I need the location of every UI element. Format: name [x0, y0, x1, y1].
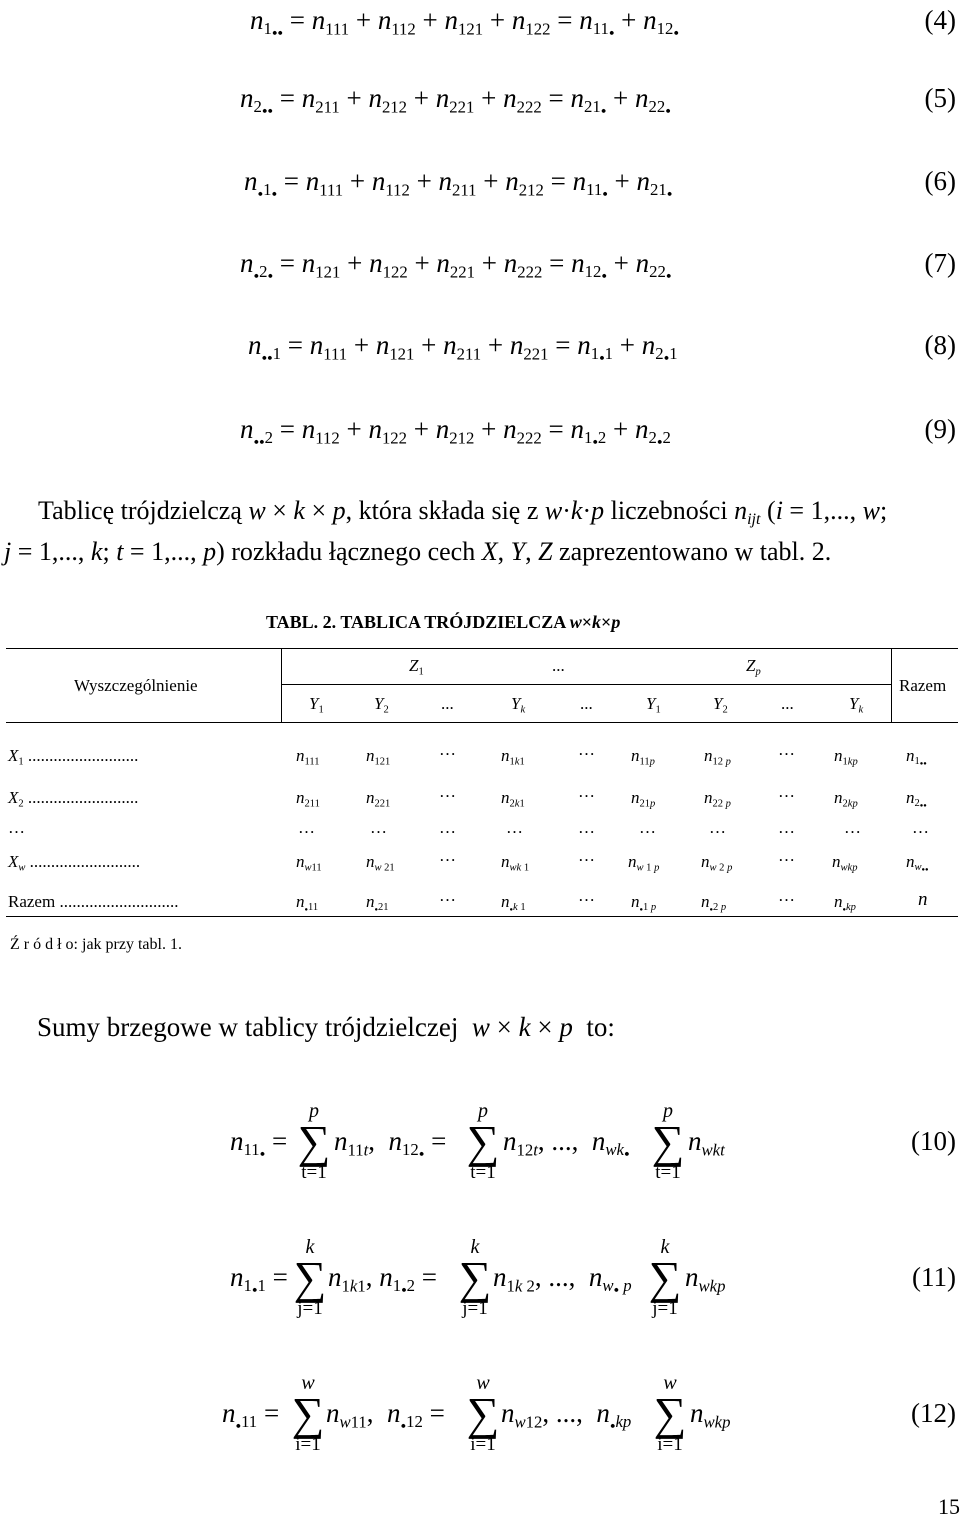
- cell-ellipsis: …: [578, 846, 595, 865]
- cell-ellipsis: …: [439, 846, 456, 865]
- header-y2: $Y_2$: [374, 694, 389, 716]
- cell-n1-total: $n_{1●●}$: [906, 746, 927, 768]
- razem-text: Razem: [8, 892, 56, 911]
- row-label-razem: Razem ............................: [8, 892, 179, 911]
- cell-n-dot-k1: $n_{●k 1}$: [501, 892, 526, 914]
- equation-9: [0, 411, 960, 451]
- header-y-ellipsis-2: ...: [580, 694, 593, 713]
- cell-ellipsis: …: [778, 886, 795, 905]
- equation-8-expression: $n_{●●1} = n_{111} + n_{121} + n_{211} + n_{221} = n_{1●1} + n_{2●1}$: [248, 330, 678, 364]
- table-group-rule: [281, 684, 891, 685]
- table-bottom-rule: [6, 916, 958, 917]
- cell-n221: $n_{221}$: [366, 788, 391, 810]
- cell-nw-total: $n_{w●●}$: [906, 852, 929, 874]
- header-yk: $Y_k$: [511, 694, 526, 716]
- cell-n-grand-total: n: [918, 889, 928, 910]
- header-zp: $Z_p$: [746, 656, 761, 678]
- cell-n12p: $n_{12 p}$: [704, 746, 731, 768]
- table-source: Ź r ó d ł o: jak przy tabl. 1.: [10, 936, 182, 953]
- cell-n-dot-1p: $n_{●1 p}$: [631, 892, 657, 914]
- cell-n1k1: $n_{1k1}$: [501, 746, 525, 768]
- equation-7-number: (7): [924, 248, 956, 278]
- cell-n1kp: $n_{1kp}$: [834, 746, 858, 768]
- header-yk-b: $Y_k$: [849, 694, 864, 716]
- equation-10: $n_{11●}$ = p ∑ t=1 $n_{11t}$, $n_{12●}$ = p ∑ t=1 $n_{12t}$, ..., $n_{wk●}$ p ∑ t=1 $n_{wkt}$ (10): [230, 1100, 956, 1183]
- header-razem: Razem: [899, 676, 947, 695]
- cell-ellipsis: …: [778, 818, 795, 837]
- equation-4: [0, 2, 960, 42]
- sum-sigma: k ∑ j=1: [648, 1236, 682, 1319]
- equation-9-expression: $n_{●●2} = n_{112} + n_{122} + n_{212} + n_{222} = n_{1●2} + n_{2●2}$: [240, 414, 671, 448]
- header-y2-b: $Y_2$: [713, 694, 728, 716]
- table-header-rule: [6, 722, 958, 723]
- sum-sigma: w ∑ i=1: [291, 1372, 325, 1455]
- cell-n21p: $n_{21p}$: [631, 788, 656, 810]
- cell-n-dot-11: $n_{●11}$: [296, 892, 319, 914]
- equation-6-expression: $n_{●1●} = n_{111} + n_{112} + n_{211} + n_{212} = n_{11●} + n_{21●}$: [244, 166, 673, 200]
- cell-nw2p: $n_{w 2 p}$: [701, 852, 733, 874]
- cell-nw21: $n_{w 21}$: [366, 852, 395, 874]
- sum-sigma: p ∑ t=1: [466, 1100, 500, 1183]
- cell-ellipsis: …: [778, 846, 795, 865]
- table-vline-left: [281, 648, 282, 722]
- row-label-xw: $X_w$ ..........................: [8, 852, 141, 874]
- cell-nw11: $n_{w11}$: [296, 852, 322, 874]
- equation-5-expression: $n_{2●●} = n_{211} + n_{212} + n_{221} + n_{222} = n_{21●} + n_{22●}$: [240, 83, 671, 117]
- cell-ellipsis: …: [578, 818, 595, 837]
- cell-ellipsis: …: [578, 782, 595, 801]
- cell-ellipsis: …: [370, 818, 387, 837]
- cell-nwk1: $n_{wk 1}$: [501, 852, 530, 874]
- equation-4-number: (4): [924, 5, 956, 35]
- row-label-x2: $X_2$ ..........................: [8, 788, 139, 810]
- cell-n-dot-2p: $n_{●2 p}$: [701, 892, 727, 914]
- cell-ellipsis: …: [298, 818, 315, 837]
- sum-sigma: p ∑ t=1: [297, 1100, 331, 1183]
- cell-n2-total: $n_{2●●}$: [906, 788, 927, 810]
- paragraph-line-1: Tablicę trójdzielczą w × k × p, która składa się z w·k·p liczebności $n_{ijt}$ (i = 1,..., w;: [38, 496, 888, 529]
- equation-9-number: (9): [924, 414, 956, 444]
- table-top-rule: [6, 648, 958, 649]
- cell-n111: $n_{111}$: [296, 746, 320, 768]
- equation-6: [0, 163, 960, 203]
- equation-6-number: (6): [924, 166, 956, 196]
- equation-5: [0, 80, 960, 120]
- header-wyszczegolnienie: Wyszczególnienie: [74, 676, 198, 695]
- row-label-ellipsis: …: [8, 818, 25, 837]
- cell-n121: $n_{121}$: [366, 746, 391, 768]
- equation-7: [0, 245, 960, 285]
- header-y1-b: $Y_1$: [646, 694, 661, 716]
- equation-8-number: (8): [924, 330, 956, 360]
- sum-sigma: w ∑ i=1: [466, 1372, 500, 1455]
- paragraph-line-2: j = 1,..., k; t = 1,..., p) rozkładu łącznego cech X, Y, Z zaprezentowano w tabl. 2.: [4, 537, 832, 566]
- equation-11-number: (11): [912, 1262, 956, 1292]
- cell-nw1p: $n_{w 1 p}$: [628, 852, 660, 874]
- cell-ellipsis: …: [439, 818, 456, 837]
- sum-sigma: p ∑ t=1: [651, 1100, 685, 1183]
- cell-ellipsis: …: [439, 740, 456, 759]
- cell-ellipsis: …: [439, 886, 456, 905]
- cell-ellipsis: …: [778, 782, 795, 801]
- header-z1: $Z_1$: [409, 656, 424, 678]
- row-label-x1: $X_1$ ..........................: [8, 746, 139, 768]
- equation-5-number: (5): [924, 83, 956, 113]
- table-caption: TABL. 2. TABLICA TRÓJDZIELCZA w×k×p: [266, 612, 621, 632]
- cell-n-dot-21: $n_{●21}$: [366, 892, 389, 914]
- cell-n2kp: $n_{2kp}$: [834, 788, 858, 810]
- header-y-ellipsis-3: ...: [781, 694, 794, 713]
- cell-ellipsis: …: [844, 818, 861, 837]
- cell-ellipsis: …: [578, 740, 595, 759]
- equation-10-number: (10): [911, 1126, 956, 1156]
- sums-heading: Sumy brzegowe w tablicy trójdzielczej w × k × p to:: [37, 1012, 615, 1042]
- cell-ellipsis: …: [639, 818, 656, 837]
- cell-n-dot-kp: $n_{●kp}$: [834, 892, 856, 914]
- equation-12: $n_{●11}$ = w ∑ i=1 $n_{w11}$, $n_{●12}$ = w ∑ i=1 $n_{w12}$, ..., $n_{●kp}$ w ∑ i=1 $n_{wkp}$ (12): [222, 1372, 956, 1455]
- cell-ellipsis: …: [778, 740, 795, 759]
- cell-nwkp: $n_{wkp}$: [832, 852, 858, 874]
- equation-12-number: (12): [911, 1398, 956, 1428]
- header-y-ellipsis-1: ...: [441, 694, 454, 713]
- cell-ellipsis: …: [439, 782, 456, 801]
- cell-ellipsis: …: [709, 818, 726, 837]
- equation-8: [0, 327, 960, 367]
- cell-ellipsis: …: [912, 818, 929, 837]
- sum-sigma: k ∑ j=1: [458, 1236, 492, 1319]
- page-number: 15: [938, 1494, 960, 1519]
- equation-11: $n_{1●1}$ = k ∑ j=1 $n_{1k1}$, $n_{1●2}$ = k ∑ j=1 $n_{1k 2}$, ..., $n_{w● p}$ k ∑ j=1 $n_{wkp}$ (11): [230, 1236, 956, 1319]
- cell-n2k1: $n_{2k1}$: [501, 788, 525, 810]
- header-y1: $Y_1$: [309, 694, 324, 716]
- cell-n22p: $n_{22 p}$: [704, 788, 731, 810]
- table-vline-right: [891, 648, 892, 722]
- cell-ellipsis: …: [506, 818, 523, 837]
- cell-ellipsis: …: [578, 886, 595, 905]
- sum-sigma: k ∑ j=1: [293, 1236, 327, 1319]
- header-z-ellipsis: ...: [552, 656, 565, 675]
- equation-7-expression: $n_{●2●} = n_{121} + n_{122} + n_{221} + n_{222} = n_{12●} + n_{22●}$: [240, 248, 672, 282]
- cell-n11p: $n_{11p}$: [631, 746, 655, 768]
- cell-n211: $n_{211}$: [296, 788, 320, 810]
- sum-sigma: w ∑ i=1: [653, 1372, 687, 1455]
- equation-4-expression: $n_{1●●} = n_{111} + n_{112} + n_{121} + n_{122} = n_{11●} + n_{12●}$: [250, 5, 679, 39]
